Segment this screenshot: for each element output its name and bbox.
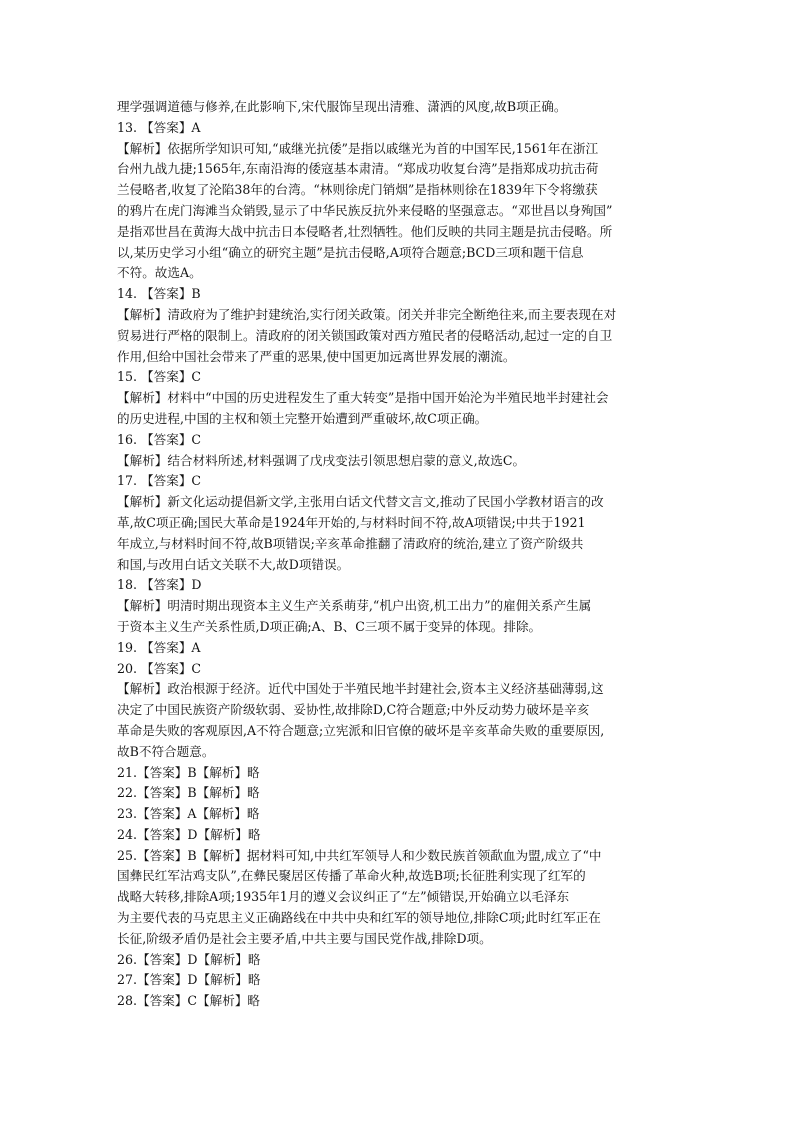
text-line: 21.【答案】B【解析】略 xyxy=(117,764,260,780)
text-line: 于资本主义生产关系性质,D项正确;A、B、C三项不属于变异的体现。排除。 xyxy=(117,618,542,634)
text-line: 14. 【答案】B xyxy=(117,286,201,302)
text-line: 17. 【答案】C xyxy=(117,473,202,489)
text-line: 作用,但给中国社会带来了严重的恶果,使中国更加远离世界发展的潮流。 xyxy=(117,348,516,364)
text-line: 25.【答案】B【解析】据材料可知,中共红军领导人和少数民族首领歃血为盟,成立了“中 xyxy=(117,847,602,863)
text-line: 24.【答案】D【解析】略 xyxy=(117,826,261,842)
text-line: 【解析】政治根源于经济。近代中国处于半殖民地半封建社会,资本主义经济基础薄弱,这 xyxy=(117,681,604,697)
text-line: 战略大转移,排除A项;1935年1月的遵义会议纠正了“左”倾错误,开始确立以毛泽东 xyxy=(117,889,570,905)
text-line: 【解析】材料中“中国的历史进程发生了重大转变”是指中国开始沦为半殖民地半封建社会 xyxy=(117,390,609,406)
text-line: 不符。故选A。 xyxy=(117,265,202,281)
text-line: 27.【答案】D【解析】略 xyxy=(117,972,261,988)
text-line: 【解析】明清时期出现资本主义生产关系萌芽,“机户出资,机工出力”的雇佣关系产生属 xyxy=(117,598,592,614)
text-line: 【解析】新文化运动提倡新文学,主张用白话文代替文言文,推动了民国小学教材语言的改 xyxy=(117,494,604,510)
text-line: 19. 【答案】A xyxy=(117,639,201,655)
answer-document xyxy=(117,97,677,1012)
text-line: 28.【答案】C【解析】略 xyxy=(117,993,261,1009)
text-line: 台州九战九捷;1565年,东南沿海的倭寇基本肃清。“郑成功收复台湾”是指郑成功抗击荷 xyxy=(117,161,599,177)
text-line: 20. 【答案】C xyxy=(117,660,202,676)
text-line: 以,某历史学习小组“确立的研究主题”是抗击侵略,A项符合题意;BCD三项和题干信息 xyxy=(117,244,584,260)
text-line: 23.【答案】A【解析】略 xyxy=(117,806,260,822)
text-line: 年成立,与材料时间不符,故B项错误;辛亥革命推翻了清政府的统治,建立了资产阶级共 xyxy=(117,535,584,551)
text-line: 革,故C项正确;国民大革命是1924年开始的,与材料时间不符,故A项错误;中共于1921 xyxy=(117,514,586,530)
text-line: 理学强调道德与修养,在此影响下,宋代服饰呈现出清雅、潇洒的风度,故B项正确。 xyxy=(117,99,567,114)
text-line: 16. 【答案】C xyxy=(117,431,202,447)
text-line: 革命是失败的客观原因,A不符合题意;立宪派和旧官僚的破坏是辛亥革命失败的重要原因, xyxy=(117,722,605,738)
text-line: 【解析】依据所学知识可知,“戚继光抗倭”是指以戚继光为首的中国军民,1561年在浙江 xyxy=(117,140,599,156)
text-line: 22.【答案】B【解析】略 xyxy=(117,785,260,801)
text-line: 国彝民红军沽鸡支队”,在彝民聚居区传播了革命火种,故选B项;长征胜利实现了红军的 xyxy=(117,868,586,884)
text-line: 长征,阶级矛盾仍是社会主要矛盾,中共主要与国民党作战,排除D项。 xyxy=(117,930,492,946)
text-line: 15. 【答案】C xyxy=(117,369,202,385)
text-line: 13. 【答案】A xyxy=(117,119,201,135)
text-line: 【解析】结合材料所述,材料强调了戊戌变法引领思想启蒙的意义,故选C。 xyxy=(117,452,526,468)
text-line: 的鸦片在虎门海滩当众销毁,显示了中华民族反抗外来侵略的坚强意志。“邓世昌以身殉国” xyxy=(117,202,613,218)
text-line: 贸易进行严格的限制上。清政府的闭关锁国政策对西方殖民者的侵略活动,起过一定的自卫 xyxy=(117,327,613,343)
text-line: 兰侵略者,收复了沦陷38年的台湾。“林则徐虎门销烟”是指林则徐在1839年下令将缴获 xyxy=(117,182,598,198)
text-line: 的历史进程,中国的主权和领土完整开始遭到严重破坏,故C项正确。 xyxy=(117,410,488,426)
text-line: 18. 【答案】D xyxy=(117,577,202,593)
text-line: 【解析】清政府为了维护封建统治,实行闭关政策。闭关并非完全断绝往来,而主要表现在对 xyxy=(117,306,617,322)
text-line: 决定了中国民族资产阶级软弱、妥协性,故排除D,C符合题意;中外反动势力破坏是辛亥 xyxy=(117,702,590,718)
text-line: 和国,与改用白话文关联不大,故D项错误。 xyxy=(117,556,350,572)
text-line: 故B不符合题意。 xyxy=(117,743,215,759)
text-line: 为主要代表的马克思主义正确路线在中共中央和红军的领导地位,排除C项;此时红军正在 xyxy=(117,910,601,926)
text-line: 是指邓世昌在黄海大战中抗击日本侵略者,壮烈牺牲。他们反映的共同主题是抗击侵略。所 xyxy=(117,223,613,239)
text-line: 26.【答案】D【解析】略 xyxy=(117,951,261,967)
